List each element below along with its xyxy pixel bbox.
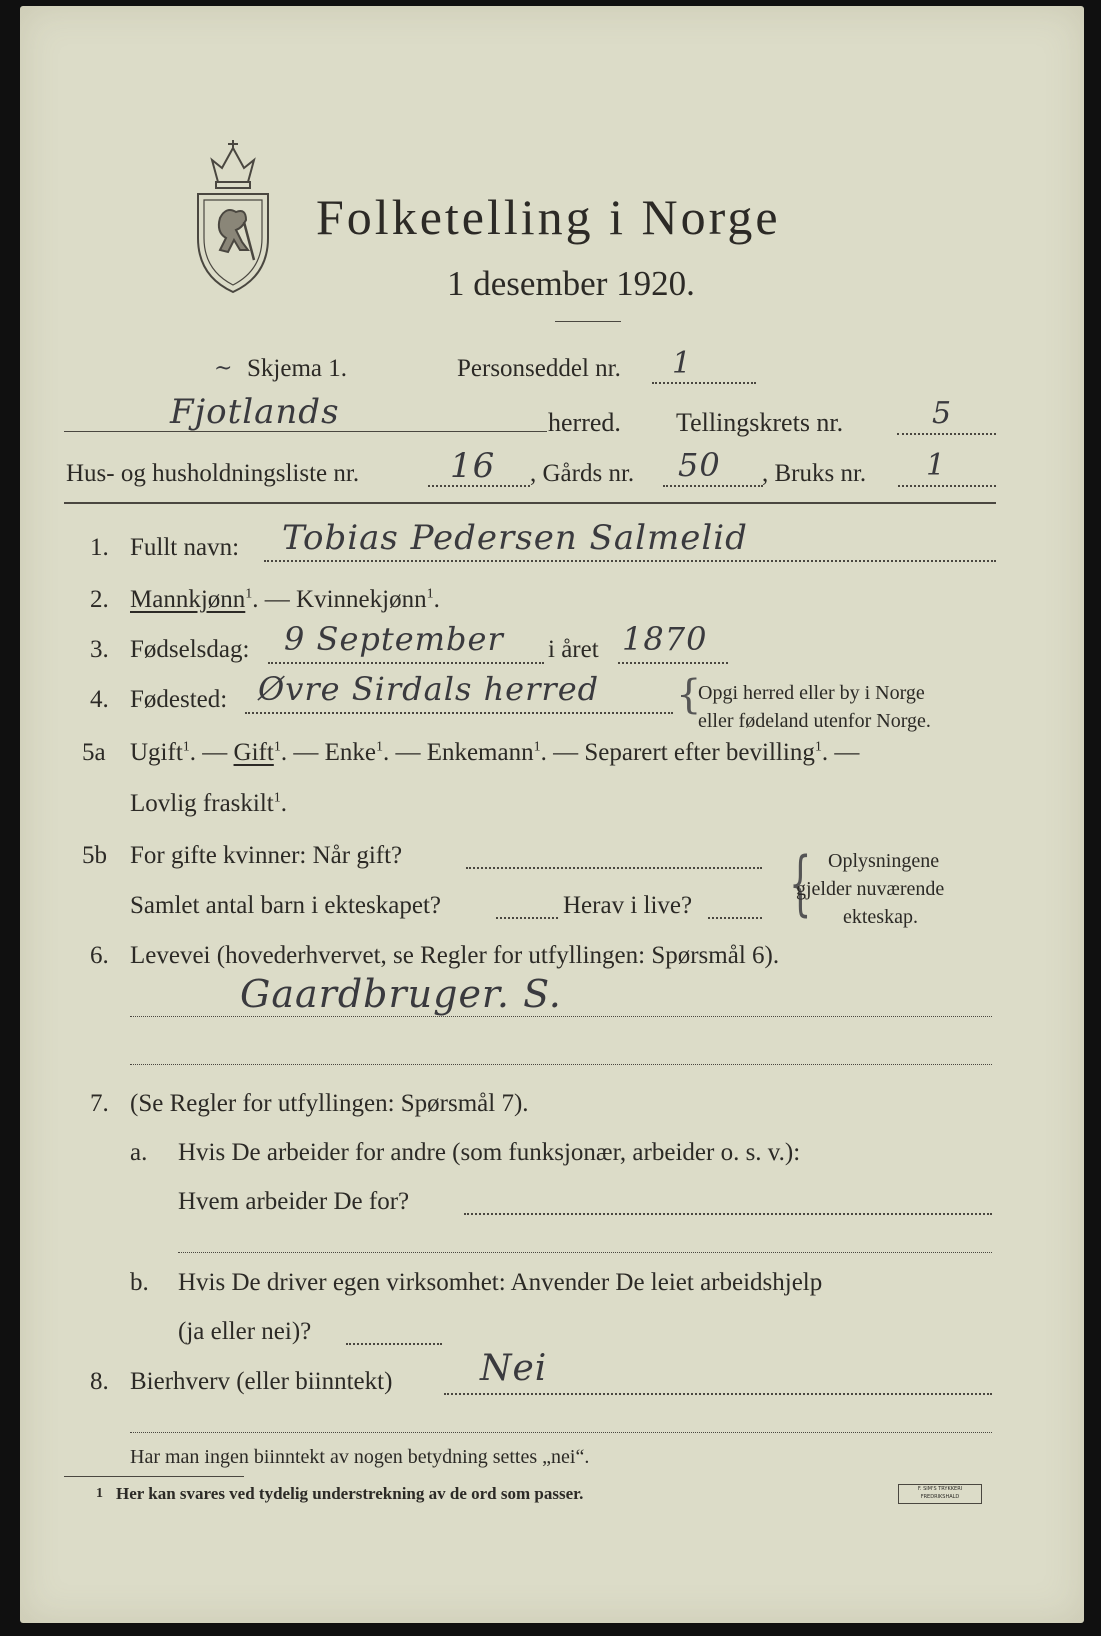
- title-divider: [555, 321, 621, 322]
- full-name-value[interactable]: Tobias Pedersen Salmelid: [282, 518, 748, 558]
- divorced-line: Lovlig fraskilt$^1$.: [130, 790, 287, 817]
- gender-male-selected[interactable]: Mannkjønn: [130, 586, 246, 613]
- q8-number: 8.: [90, 1368, 109, 1395]
- marital-status-line: Ugift$^1$. — Gift$^1$. — Enke$^1$. — Enkemann$^1$. — Separert efter bevilling$^1$. —: [130, 739, 860, 766]
- status-married-selected[interactable]: Gift: [233, 739, 274, 766]
- q1-number: 1.: [90, 534, 109, 561]
- birthplace-value[interactable]: Øvre Sirdals herred: [258, 670, 600, 708]
- gender-line: Mannkjønn$^1$. — Kvinnekjønn$^1$.: [130, 586, 440, 613]
- hus-label: Hus- og husholdningsliste nr.: [66, 460, 360, 487]
- bruks-label: , Bruks nr.: [762, 460, 867, 487]
- side-income-label: Bierhverv (eller biinntekt): [130, 1368, 393, 1395]
- q3-number: 3.: [90, 636, 109, 663]
- birthplace-note-2: eller fødeland utenfor Norge.: [698, 710, 931, 732]
- gards-label: , Gårds nr.: [530, 460, 635, 487]
- q6-number: 6.: [90, 942, 109, 969]
- q7-number: 7.: [90, 1090, 109, 1117]
- q2-number: 2.: [90, 586, 109, 613]
- handwritten-mark: ~: [214, 356, 234, 381]
- when-married-label: For gifte kvinner: Når gift?: [130, 842, 403, 869]
- status-unmarried[interactable]: Ugift: [130, 739, 183, 766]
- side-income-value[interactable]: Nei: [480, 1348, 548, 1389]
- q7-label: (Se Regler for utfyllingen: Spørsmål 7).: [130, 1090, 529, 1117]
- norwegian-coat-of-arms-icon: [190, 138, 276, 296]
- schema-label: Skjema 1.: [247, 355, 347, 382]
- printer-stamp: F. SIM'S TRYKKERI FREDRIKSHALD: [898, 1484, 982, 1504]
- personseddel-label: Personseddel nr.: [457, 355, 621, 382]
- census-date: 1 desember 1920.: [447, 264, 695, 303]
- census-form-sheet: Folketelling i Norge 1 desember 1920. ~ Skjema 1. Personseddel nr. 1 Fjotlands herred. Tellingskrets nr. 5 Hus- og husholdningsliste nr. 16 , Gårds nr. 50 , Bruks nr. 1 1. Fullt navn: Tobias Pedersen Salmelid 2. Mannkjønn$^1$. — Kvinnekjønn$^1$. 3. Fødselsdag: 9 September i året 1870 4. Fødested: Øvre Sirdals herred { Opgi herred eller by i Norge eller fødeland utenfor Norge. 5a Ugift$^1$. — Gift$^1$. — Enke$^1$. — Enkemann$^1$. — Separert efter bevilling$^1$. — Lovlig fraskilt$^1$. 5b For gifte kvinner: Når gift? Samlet antal barn i ekteskapet? Herav i live? { Oplysningene gjelder nuværende ekteskap. 6. Levevei (hovederhvervet, se Regler for utfyllingen: Spørsmål 6). Gaardbruger. S. 7. (Se Regler for utfyllingen: Spørsmål 7). a. Hvis De arbeider for andre (som funksjonær, arbeider o. s. v.): Hvem arbeider De for? b. Hvis De driver egen virksomhet: Anvender De leiet arbeidshjelp (ja eller nei)? 8. Bierhverv (eller biinntekt) Nei Har man ingen biinntekt av nogen betydning settes „nei“. 1 Her kan svares ved tydelig understrekning av de ord som passer. F. SIM'S TRYKKERI FREDRIKSHALD: [20, 6, 1084, 1623]
- bruks-value[interactable]: 1: [926, 448, 947, 483]
- footnote-text: Her kan svares ved tydelig understrekning av de ord som passer.: [116, 1484, 584, 1503]
- hus-value[interactable]: 16: [450, 446, 496, 486]
- herred-value[interactable]: Fjotlands: [170, 392, 340, 432]
- herred-label: herred.: [548, 408, 621, 437]
- q5b-number: 5b: [82, 842, 107, 869]
- occupation-label: Levevei (hovederhvervet, se Regler for utfyllingen: Spørsmål 6).: [130, 942, 780, 969]
- header-separator: [64, 502, 996, 504]
- children-count-label: Samlet antal barn i ekteskapet?: [130, 892, 441, 919]
- marriage-note-2: gjelder nuværende: [796, 878, 945, 900]
- birthdate-label: Fødselsdag:: [130, 636, 250, 663]
- q5a-number: 5a: [82, 739, 106, 766]
- children-alive-label: Herav i live?: [563, 892, 693, 919]
- birthplace-label: Fødested:: [130, 686, 228, 713]
- q7a-question: Hvis De arbeider for andre (som funksjonær, arbeider o. s. v.):: [178, 1139, 801, 1166]
- status-divorced[interactable]: Lovlig fraskilt: [130, 790, 274, 817]
- q7a-letter: a.: [130, 1139, 148, 1166]
- gards-value[interactable]: 50: [678, 446, 721, 484]
- q4-number: 4.: [90, 686, 109, 713]
- occupation-value[interactable]: Gaardbruger. S.: [240, 972, 562, 1016]
- form-title: Folketelling i Norge: [316, 189, 781, 245]
- tellingskrets-label: Tellingskrets nr.: [676, 408, 844, 437]
- birth-year-value[interactable]: 1870: [622, 620, 708, 658]
- employer-label: Hvem arbeider De for?: [178, 1188, 410, 1215]
- birthplace-note-1: Opgi herred eller by i Norge: [698, 682, 925, 704]
- hired-help-label: (ja eller nei)?: [178, 1318, 312, 1345]
- full-name-label: Fullt navn:: [130, 534, 240, 561]
- personseddel-value[interactable]: 1: [672, 346, 693, 381]
- birthdate-value[interactable]: 9 September: [284, 620, 504, 658]
- marriage-note-1: Oplysningene: [828, 850, 940, 872]
- birth-year-label: i året: [548, 636, 599, 663]
- side-income-note: Har man ingen biinntekt av nogen betydning settes „nei“.: [130, 1446, 590, 1468]
- q7b-question: Hvis De driver egen virksomhet: Anvender De leiet arbeidshjelp: [178, 1269, 823, 1296]
- marriage-note-3: ekteskap.: [843, 906, 918, 928]
- q7b-letter: b.: [130, 1269, 149, 1296]
- footnote-mark: 1: [96, 1486, 103, 1501]
- gender-female[interactable]: Kvinnekjønn: [296, 586, 427, 613]
- tellingskrets-value[interactable]: 5: [932, 396, 953, 431]
